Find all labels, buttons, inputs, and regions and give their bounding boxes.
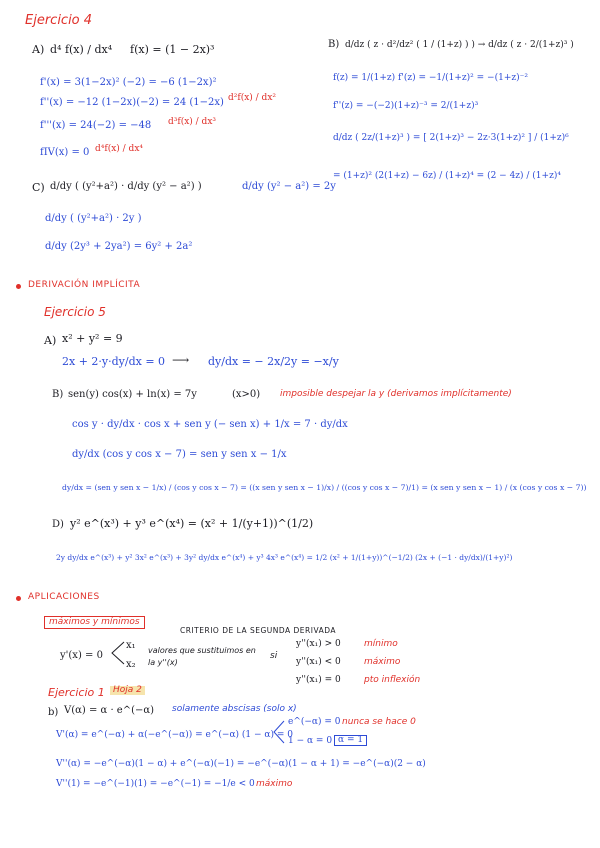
aplic-cond-1: y''(x₁) > 0 bbox=[296, 639, 341, 649]
aplic-cond-3: y''(x₁) = 0 bbox=[296, 675, 341, 685]
ej4-a-fx: f(x) = (1 − 2x)³ bbox=[130, 43, 215, 56]
ej4-a-line4: fIV(x) = 0 bbox=[40, 147, 90, 158]
heading-ejercicio-5: Ejercicio 5 bbox=[44, 305, 106, 319]
ej1-case-2: 1 − α = 0 bbox=[288, 736, 333, 746]
ej4-a-line3: f'''(x) = 24(−2) = −48 bbox=[40, 120, 152, 131]
ej5-b-line3: dy/dx = (sen y sen x − 1/x) / (cos y cos x − 7) = ((x sen y sen x − 1)/x) / ((cos y cos x − 7)/1) = (x sen y sen x − 1) / (x (cos y cos x − 7)) bbox=[62, 483, 587, 492]
ej1-note: solamente abscisas (solo x) bbox=[172, 704, 297, 714]
ej4-a-line4-note: d⁴f(x) / dx⁴ bbox=[95, 144, 143, 154]
ej5-b-eq: sen(y) cos(x) + ln(x) = 7y bbox=[68, 389, 197, 400]
heading-hoja-2: Hoja 2 bbox=[110, 686, 145, 695]
ej5-a-label: A) bbox=[44, 334, 57, 347]
aplic-result-2: máximo bbox=[364, 657, 401, 667]
ej5-b-line2: dy/dx (cos y cos x − 7) = sen y sen x − 1/x bbox=[72, 449, 287, 460]
ej4-a-expr: d⁴ f(x) / dx⁴ bbox=[50, 43, 113, 56]
ej4-a-line2: f''(x) = −12 (1−2x)(−2) = 24 (1−2x) bbox=[40, 97, 224, 108]
ej1-eq: V(α) = α · e^(−α) bbox=[64, 705, 155, 716]
ej5-b-note: imposible despejar la y (derivamos implícitamente) bbox=[280, 389, 512, 399]
ej4-b-label: B) bbox=[328, 39, 340, 50]
ej4-b-line4: = (1+z)² (2(1+z) − 6z) / (1+z)⁴ = (2 − 4z) / (1+z)⁴ bbox=[333, 171, 561, 181]
heading-aplicaciones: APLICACIONES bbox=[28, 592, 100, 602]
ej1-label: b) bbox=[48, 707, 59, 718]
bullet-dot bbox=[16, 596, 21, 601]
ej5-a-result: dy/dx = − 2x/2y = −x/y bbox=[208, 355, 339, 368]
heading-criterio: CRITERIO DE LA SEGUNDA DERIVADA bbox=[180, 626, 337, 635]
ej4-b-line3: d/dz ( 2z/(1+z)³ ) = [ 2(1+z)³ − 2z·3(1+z)² ] / (1+z)⁶ bbox=[333, 133, 569, 143]
ej4-c-label: C) bbox=[32, 181, 45, 194]
ej1-case-1: e^(−α) = 0 bbox=[288, 717, 341, 727]
ej5-b-label: B) bbox=[52, 389, 64, 400]
ej5-d-line1: 2y dy/dx e^(x³) + y² 3x² e^(x³) + 3y² dy/dx e^(x⁴) + y³ 4x³ e^(x⁴) = 1/2 (x² + 1/(1+y))^(−1/2) (2x + (−1 · dy/dx)/(1+y)²) bbox=[56, 553, 513, 562]
ej4-c-expr: d/dy ( (y²+a²) · d/dy (y² − a²) ) bbox=[50, 181, 202, 192]
ej1-result: máximo bbox=[256, 779, 293, 789]
ej4-a-line3-note: d³f(x) / dx³ bbox=[168, 117, 216, 127]
ej1-line2: V''(α) = −e^(−α)(1 − α) + e^(−α)(−1) = −e^(−α)(1 − α + 1) = −e^(−α)(2 − α) bbox=[56, 759, 426, 769]
ej1-line3: V''(1) = −e^(−1)(1) = −e^(−1) = −1/e < 0 bbox=[56, 779, 255, 789]
ej5-d-label: D) bbox=[52, 519, 64, 530]
ej4-a-label: A) bbox=[32, 43, 45, 56]
ej4-b-line2: f''(z) = −(−2)(1+z)⁻³ = 2/(1+z)³ bbox=[333, 101, 479, 111]
aplic-result-1: mínimo bbox=[364, 639, 398, 649]
ej4-b-line1: f(z) = 1/(1+z) f'(z) = −1/(1+z)² = −(1+z)⁻² bbox=[333, 73, 528, 83]
aplic-x2: x₂ bbox=[126, 659, 136, 670]
ej5-a-arrow: ⟶ bbox=[172, 353, 190, 367]
ej1-line1: V'(α) = e^(−α) + α(−e^(−α)) = e^(−α) (1 − α) = 0 bbox=[56, 730, 293, 740]
aplic-si: si bbox=[270, 651, 278, 661]
ej5-d-eq: y² e^(x³) + y³ e^(x⁴) = (x² + 1/(y+1))^(1/2) bbox=[70, 517, 314, 530]
ej4-c-side: d/dy (y² − a²) = 2y bbox=[242, 181, 336, 192]
ej5-b-line1: cos y · dy/dx · cos x + sen y (− sen x) + 1/x = 7 · dy/dx bbox=[72, 419, 348, 430]
branch-icon bbox=[110, 640, 126, 666]
heading-maximos-minimos: máximos y mínimos bbox=[44, 616, 145, 629]
ej5-a-eq: x² + y² = 9 bbox=[62, 332, 123, 345]
aplic-cond-2: y''(x₁) < 0 bbox=[296, 657, 341, 667]
ej5-a-line1: 2x + 2·y·dy/dx = 0 bbox=[62, 355, 166, 368]
aplic-yprime: y'(x) = 0 bbox=[60, 650, 103, 661]
ej4-a-line2-note: d²f(x) / dx² bbox=[228, 93, 276, 103]
aplic-result-3: pto inflexión bbox=[364, 675, 421, 685]
aplic-x1-note: valores que sustituimos en la y''(x) bbox=[148, 646, 256, 667]
ej4-b-expr: d/dz ( z · d²/dz² ( 1 / (1+z) ) ) → d/dz ( z · 2/(1+z)³ ) bbox=[345, 40, 574, 50]
ej1-case-2-result: α = 1 bbox=[334, 735, 367, 746]
heading-derivacion-implicita: DERIVACIÓN IMPLÍCITA bbox=[28, 280, 141, 290]
bullet-dot bbox=[16, 284, 21, 289]
aplic-x1: x₁ bbox=[126, 640, 136, 651]
ej5-b-condition: (x>0) bbox=[232, 389, 261, 400]
ej4-c-line1: d/dy ( (y²+a²) · 2y ) bbox=[45, 213, 142, 224]
heading-ejercicio-4: Ejercicio 4 bbox=[25, 13, 93, 28]
branch-icon bbox=[272, 719, 286, 745]
heading-ejercicio-1: Ejercicio 1 bbox=[48, 686, 105, 699]
ej4-a-line1: f'(x) = 3(1−2x)² (−2) = −6 (1−2x)² bbox=[40, 77, 217, 88]
ej4-c-line2: d/dy (2y³ + 2ya²) = 6y² + 2a² bbox=[45, 241, 193, 252]
ej1-case-1-note: nunca se hace 0 bbox=[342, 717, 416, 727]
